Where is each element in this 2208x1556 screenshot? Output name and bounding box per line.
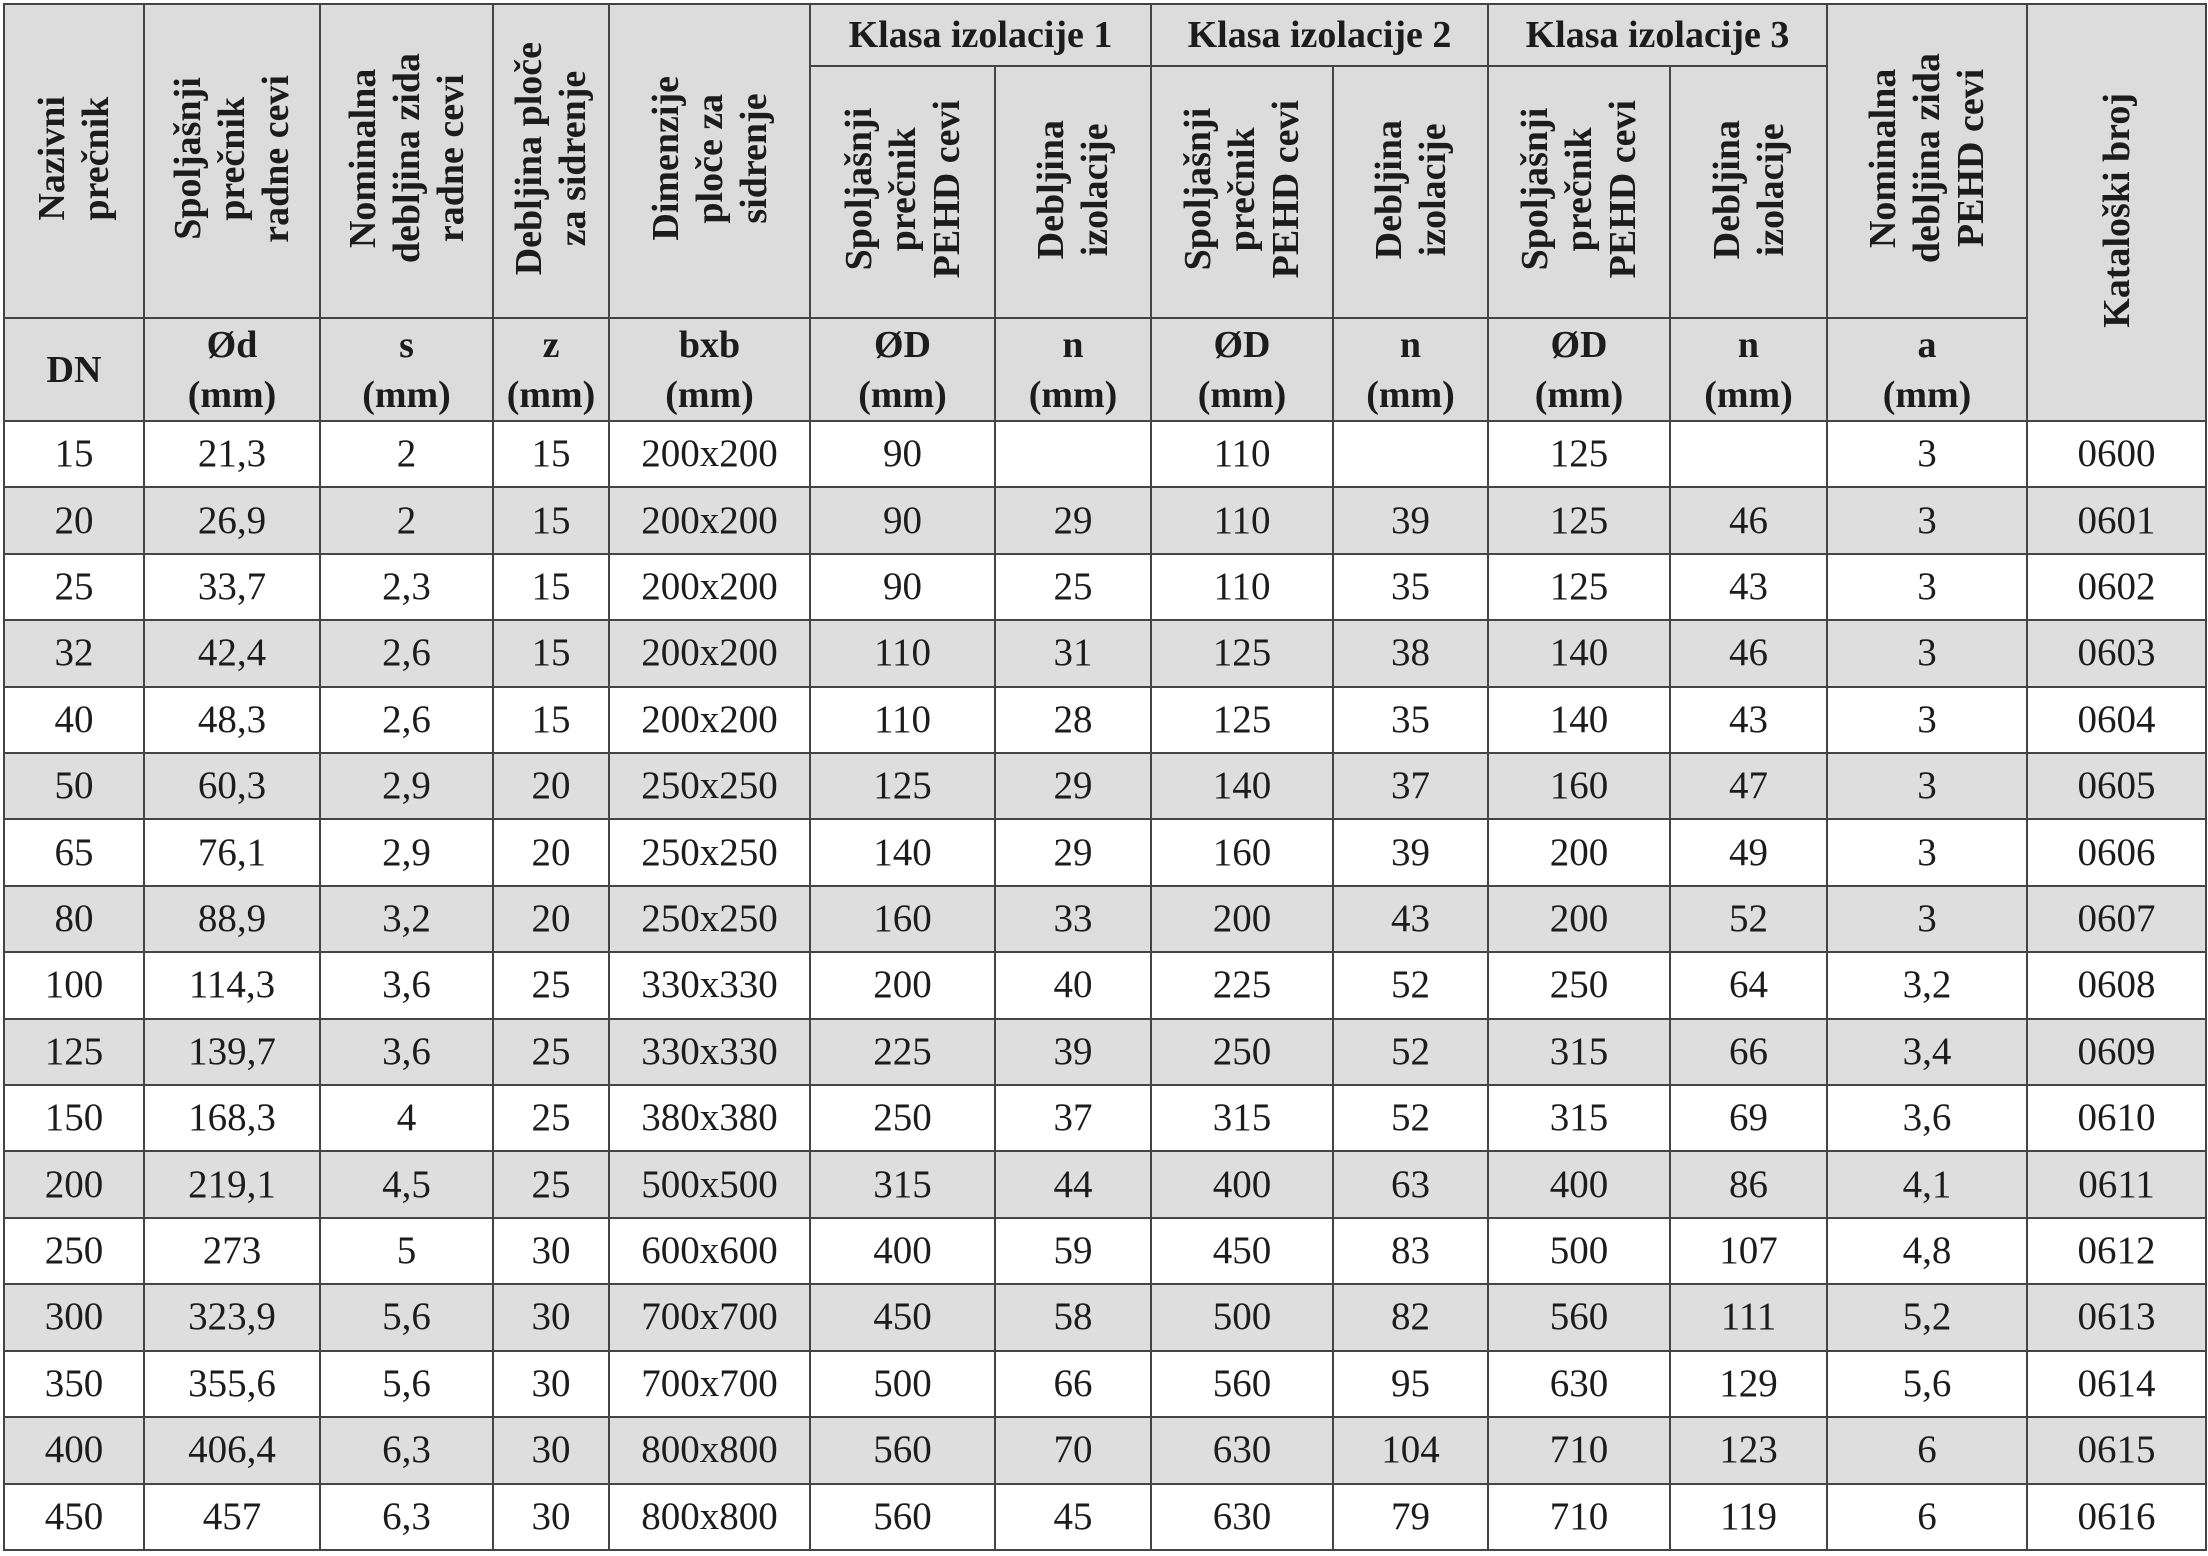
cell-class3-insulation: 66 bbox=[1670, 1019, 1827, 1085]
cell-wall-thickness: 5,6 bbox=[320, 1351, 493, 1417]
unit-s: s (mm) bbox=[320, 318, 493, 421]
cell-dn: 250 bbox=[4, 1218, 144, 1284]
cell-class2-insulation: 79 bbox=[1333, 1484, 1488, 1551]
header-nominal-diameter: Nazivni prečnik bbox=[4, 4, 144, 318]
cell-class1-pehd-diameter: 560 bbox=[810, 1417, 995, 1483]
table-header bbox=[4, 4, 2206, 421]
cell-wall-thickness: 2,6 bbox=[320, 620, 493, 686]
cell-catalog-number: 0616 bbox=[2027, 1484, 2206, 1551]
cell-class3-pehd-diameter: 250 bbox=[1488, 952, 1670, 1018]
cell-catalog-number: 0604 bbox=[2027, 687, 2206, 753]
header-class3-pehd-diameter: Spoljašnji prečnik PEHD cevi bbox=[1488, 66, 1670, 318]
cell-plate-dimensions: 200x200 bbox=[609, 687, 810, 753]
cell-plate-dimensions: 700x700 bbox=[609, 1284, 810, 1350]
cell-plate-dimensions: 700x700 bbox=[609, 1351, 810, 1417]
table-row bbox=[4, 1151, 2206, 1217]
cell-pehd-wall: 3,6 bbox=[1827, 1085, 2027, 1151]
cell-class2-insulation: 52 bbox=[1333, 1085, 1488, 1151]
cell-pehd-wall: 3 bbox=[1827, 886, 2027, 952]
unit-class3-od: ØD (mm) bbox=[1488, 318, 1670, 421]
cell-plate-thickness: 25 bbox=[493, 1085, 609, 1151]
cell-class3-insulation: 107 bbox=[1670, 1218, 1827, 1284]
table-row bbox=[4, 487, 2206, 553]
cell-dn: 32 bbox=[4, 620, 144, 686]
cell-dn: 40 bbox=[4, 687, 144, 753]
unit-a: a (mm) bbox=[1827, 318, 2027, 421]
cell-outer-diameter: 60,3 bbox=[144, 753, 320, 819]
cell-wall-thickness: 3,6 bbox=[320, 952, 493, 1018]
cell-plate-thickness: 15 bbox=[493, 421, 609, 487]
cell-class3-insulation: 123 bbox=[1670, 1417, 1827, 1483]
cell-class1-pehd-diameter: 90 bbox=[810, 554, 995, 620]
unit-class1-od: ØD (mm) bbox=[810, 318, 995, 421]
cell-plate-dimensions: 330x330 bbox=[609, 952, 810, 1018]
cell-class3-pehd-diameter: 710 bbox=[1488, 1417, 1670, 1483]
cell-class2-pehd-diameter: 110 bbox=[1151, 421, 1333, 487]
cell-plate-dimensions: 500x500 bbox=[609, 1151, 810, 1217]
cell-pehd-wall: 3 bbox=[1827, 687, 2027, 753]
cell-class1-insulation: 29 bbox=[995, 487, 1151, 553]
cell-class2-insulation: 38 bbox=[1333, 620, 1488, 686]
cell-plate-thickness: 25 bbox=[493, 1019, 609, 1085]
cell-class2-pehd-diameter: 225 bbox=[1151, 952, 1333, 1018]
cell-plate-dimensions: 250x250 bbox=[609, 753, 810, 819]
table-row bbox=[4, 1351, 2206, 1417]
cell-class1-pehd-diameter: 125 bbox=[810, 753, 995, 819]
cell-class1-insulation: 31 bbox=[995, 620, 1151, 686]
cell-dn: 350 bbox=[4, 1351, 144, 1417]
cell-pehd-wall: 3,4 bbox=[1827, 1019, 2027, 1085]
header-catalog-number: Kataloški broj bbox=[2027, 4, 2206, 421]
cell-class3-pehd-diameter: 200 bbox=[1488, 886, 1670, 952]
unit-class3-n: n (mm) bbox=[1670, 318, 1827, 421]
header-class1-pehd-diameter: Spoljašnji prečnik PEHD cevi bbox=[810, 66, 995, 318]
cell-wall-thickness: 6,3 bbox=[320, 1417, 493, 1483]
cell-wall-thickness: 5 bbox=[320, 1218, 493, 1284]
cell-class3-insulation: 47 bbox=[1670, 753, 1827, 819]
cell-plate-thickness: 30 bbox=[493, 1284, 609, 1350]
cell-wall-thickness: 2,9 bbox=[320, 753, 493, 819]
cell-class2-pehd-diameter: 125 bbox=[1151, 620, 1333, 686]
table-row bbox=[4, 687, 2206, 753]
cell-wall-thickness: 6,3 bbox=[320, 1484, 493, 1551]
cell-wall-thickness: 2,6 bbox=[320, 687, 493, 753]
cell-class2-insulation: 83 bbox=[1333, 1218, 1488, 1284]
cell-class3-insulation: 46 bbox=[1670, 620, 1827, 686]
cell-plate-thickness: 30 bbox=[493, 1351, 609, 1417]
cell-outer-diameter: 114,3 bbox=[144, 952, 320, 1018]
cell-class3-insulation: 129 bbox=[1670, 1351, 1827, 1417]
header-outer-diameter: Spoljašnji prečnik radne cevi bbox=[144, 4, 320, 318]
cell-pehd-wall: 5,6 bbox=[1827, 1351, 2027, 1417]
cell-wall-thickness: 4,5 bbox=[320, 1151, 493, 1217]
cell-class2-insulation: 63 bbox=[1333, 1151, 1488, 1217]
cell-plate-dimensions: 200x200 bbox=[609, 421, 810, 487]
unit-z: z (mm) bbox=[493, 318, 609, 421]
cell-dn: 450 bbox=[4, 1484, 144, 1551]
cell-class3-pehd-diameter: 125 bbox=[1488, 554, 1670, 620]
cell-class3-pehd-diameter: 125 bbox=[1488, 487, 1670, 553]
cell-dn: 300 bbox=[4, 1284, 144, 1350]
cell-catalog-number: 0609 bbox=[2027, 1019, 2206, 1085]
cell-class2-pehd-diameter: 125 bbox=[1151, 687, 1333, 753]
cell-class2-insulation: 39 bbox=[1333, 819, 1488, 885]
cell-plate-thickness: 30 bbox=[493, 1417, 609, 1483]
cell-class2-insulation: 37 bbox=[1333, 753, 1488, 819]
cell-pehd-wall: 3 bbox=[1827, 487, 2027, 553]
cell-class3-insulation bbox=[1670, 421, 1827, 487]
cell-class3-pehd-diameter: 125 bbox=[1488, 421, 1670, 487]
cell-class3-insulation: 69 bbox=[1670, 1085, 1827, 1151]
cell-dn: 65 bbox=[4, 819, 144, 885]
cell-class2-insulation: 52 bbox=[1333, 1019, 1488, 1085]
cell-class1-pehd-diameter: 90 bbox=[810, 421, 995, 487]
cell-class1-pehd-diameter: 140 bbox=[810, 819, 995, 885]
cell-class1-pehd-diameter: 160 bbox=[810, 886, 995, 952]
cell-wall-thickness: 2,9 bbox=[320, 819, 493, 885]
cell-class3-insulation: 111 bbox=[1670, 1284, 1827, 1350]
table-row bbox=[4, 753, 2206, 819]
cell-pehd-wall: 3 bbox=[1827, 421, 2027, 487]
cell-pehd-wall: 6 bbox=[1827, 1417, 2027, 1483]
cell-plate-thickness: 15 bbox=[493, 620, 609, 686]
table-row bbox=[4, 1019, 2206, 1085]
cell-class3-insulation: 43 bbox=[1670, 554, 1827, 620]
cell-class1-insulation: 25 bbox=[995, 554, 1151, 620]
unit-bxb: bxb (mm) bbox=[609, 318, 810, 421]
cell-plate-dimensions: 800x800 bbox=[609, 1484, 810, 1551]
cell-outer-diameter: 406,4 bbox=[144, 1417, 320, 1483]
table-row bbox=[4, 1085, 2206, 1151]
cell-dn: 200 bbox=[4, 1151, 144, 1217]
cell-catalog-number: 0603 bbox=[2027, 620, 2206, 686]
header-insulation-class-2: Klasa izolacije 2 bbox=[1151, 4, 1488, 66]
cell-class3-pehd-diameter: 630 bbox=[1488, 1351, 1670, 1417]
table-row bbox=[4, 952, 2206, 1018]
table-row bbox=[4, 819, 2206, 885]
cell-plate-thickness: 30 bbox=[493, 1484, 609, 1551]
cell-wall-thickness: 4 bbox=[320, 1085, 493, 1151]
cell-wall-thickness: 2,3 bbox=[320, 554, 493, 620]
cell-class2-pehd-diameter: 315 bbox=[1151, 1085, 1333, 1151]
cell-outer-diameter: 26,9 bbox=[144, 487, 320, 553]
cell-outer-diameter: 139,7 bbox=[144, 1019, 320, 1085]
cell-class1-pehd-diameter: 315 bbox=[810, 1151, 995, 1217]
cell-dn: 125 bbox=[4, 1019, 144, 1085]
cell-class1-pehd-diameter: 400 bbox=[810, 1218, 995, 1284]
cell-class1-insulation: 59 bbox=[995, 1218, 1151, 1284]
cell-class2-pehd-diameter: 160 bbox=[1151, 819, 1333, 885]
header-class1-insulation-thickness: Debljina izolacije bbox=[995, 66, 1151, 318]
cell-outer-diameter: 273 bbox=[144, 1218, 320, 1284]
cell-class2-pehd-diameter: 450 bbox=[1151, 1218, 1333, 1284]
cell-class2-insulation: 104 bbox=[1333, 1417, 1488, 1483]
cell-class1-pehd-diameter: 250 bbox=[810, 1085, 995, 1151]
cell-class3-pehd-diameter: 200 bbox=[1488, 819, 1670, 885]
cell-outer-diameter: 33,7 bbox=[144, 554, 320, 620]
table-body bbox=[4, 421, 2206, 1550]
table-row bbox=[4, 1284, 2206, 1350]
cell-class2-pehd-diameter: 110 bbox=[1151, 487, 1333, 553]
cell-plate-thickness: 25 bbox=[493, 952, 609, 1018]
unit-class2-od: ØD (mm) bbox=[1151, 318, 1333, 421]
cell-class2-insulation: 95 bbox=[1333, 1351, 1488, 1417]
cell-pehd-wall: 5,2 bbox=[1827, 1284, 2027, 1350]
cell-class3-pehd-diameter: 560 bbox=[1488, 1284, 1670, 1350]
cell-class3-insulation: 43 bbox=[1670, 687, 1827, 753]
cell-dn: 80 bbox=[4, 886, 144, 952]
cell-pehd-wall: 4,1 bbox=[1827, 1151, 2027, 1217]
units-row bbox=[4, 318, 2206, 421]
cell-wall-thickness: 2 bbox=[320, 487, 493, 553]
cell-class1-insulation: 58 bbox=[995, 1284, 1151, 1350]
cell-plate-thickness: 25 bbox=[493, 1151, 609, 1217]
cell-class1-insulation: 33 bbox=[995, 886, 1151, 952]
cell-outer-diameter: 323,9 bbox=[144, 1284, 320, 1350]
cell-dn: 15 bbox=[4, 421, 144, 487]
cell-class2-insulation: 82 bbox=[1333, 1284, 1488, 1350]
cell-class3-pehd-diameter: 140 bbox=[1488, 620, 1670, 686]
cell-class2-pehd-diameter: 400 bbox=[1151, 1151, 1333, 1217]
cell-dn: 50 bbox=[4, 753, 144, 819]
unit-class2-n: n (mm) bbox=[1333, 318, 1488, 421]
cell-catalog-number: 0600 bbox=[2027, 421, 2206, 487]
cell-class2-insulation: 35 bbox=[1333, 554, 1488, 620]
header-class3-insulation-thickness: Debljina izolacije bbox=[1670, 66, 1827, 318]
cell-class3-pehd-diameter: 140 bbox=[1488, 687, 1670, 753]
cell-class1-pehd-diameter: 200 bbox=[810, 952, 995, 1018]
specification-table bbox=[3, 3, 2207, 1551]
cell-plate-dimensions: 200x200 bbox=[609, 620, 810, 686]
cell-outer-diameter: 21,3 bbox=[144, 421, 320, 487]
cell-outer-diameter: 42,4 bbox=[144, 620, 320, 686]
cell-wall-thickness: 2 bbox=[320, 421, 493, 487]
cell-plate-dimensions: 200x200 bbox=[609, 487, 810, 553]
cell-class1-pehd-diameter: 110 bbox=[810, 620, 995, 686]
cell-class1-insulation bbox=[995, 421, 1151, 487]
cell-class1-insulation: 70 bbox=[995, 1417, 1151, 1483]
cell-catalog-number: 0610 bbox=[2027, 1085, 2206, 1151]
cell-dn: 400 bbox=[4, 1417, 144, 1483]
cell-plate-dimensions: 380x380 bbox=[609, 1085, 810, 1151]
cell-catalog-number: 0612 bbox=[2027, 1218, 2206, 1284]
cell-catalog-number: 0602 bbox=[2027, 554, 2206, 620]
cell-class3-insulation: 86 bbox=[1670, 1151, 1827, 1217]
cell-catalog-number: 0615 bbox=[2027, 1417, 2206, 1483]
cell-outer-diameter: 76,1 bbox=[144, 819, 320, 885]
cell-plate-thickness: 20 bbox=[493, 886, 609, 952]
cell-plate-thickness: 20 bbox=[493, 753, 609, 819]
cell-class3-pehd-diameter: 400 bbox=[1488, 1151, 1670, 1217]
cell-class1-pehd-diameter: 450 bbox=[810, 1284, 995, 1350]
cell-class2-insulation: 52 bbox=[1333, 952, 1488, 1018]
header-pehd-wall-thickness: Nominalna debljina zida PEHD cevi bbox=[1827, 4, 2027, 318]
cell-class2-pehd-diameter: 140 bbox=[1151, 753, 1333, 819]
table-row bbox=[4, 620, 2206, 686]
unit-od: Ød (mm) bbox=[144, 318, 320, 421]
header-plate-dimensions: Dimenzije ploče za sidrenje bbox=[609, 4, 810, 318]
cell-class1-insulation: 44 bbox=[995, 1151, 1151, 1217]
cell-class2-pehd-diameter: 630 bbox=[1151, 1484, 1333, 1551]
cell-dn: 20 bbox=[4, 487, 144, 553]
cell-catalog-number: 0601 bbox=[2027, 487, 2206, 553]
cell-wall-thickness: 3,6 bbox=[320, 1019, 493, 1085]
header-class2-pehd-diameter: Spoljašnji prečnik PEHD cevi bbox=[1151, 66, 1333, 318]
cell-class3-insulation: 52 bbox=[1670, 886, 1827, 952]
cell-class2-pehd-diameter: 250 bbox=[1151, 1019, 1333, 1085]
cell-class2-pehd-diameter: 630 bbox=[1151, 1417, 1333, 1483]
cell-class3-pehd-diameter: 500 bbox=[1488, 1218, 1670, 1284]
cell-class1-insulation: 66 bbox=[995, 1351, 1151, 1417]
cell-class3-insulation: 64 bbox=[1670, 952, 1827, 1018]
cell-plate-thickness: 15 bbox=[493, 487, 609, 553]
cell-class2-insulation: 35 bbox=[1333, 687, 1488, 753]
unit-dn: DN bbox=[4, 318, 144, 421]
header-insulation-class-1: Klasa izolacije 1 bbox=[810, 4, 1151, 66]
cell-class3-insulation: 49 bbox=[1670, 819, 1827, 885]
cell-class2-pehd-diameter: 500 bbox=[1151, 1284, 1333, 1350]
cell-class3-pehd-diameter: 710 bbox=[1488, 1484, 1670, 1551]
table-row bbox=[4, 1484, 2206, 1551]
cell-dn: 25 bbox=[4, 554, 144, 620]
cell-pehd-wall: 3 bbox=[1827, 753, 2027, 819]
table-row bbox=[4, 421, 2206, 487]
cell-class1-pehd-diameter: 225 bbox=[810, 1019, 995, 1085]
header-wall-thickness: Nominalna debljina zida radne cevi bbox=[320, 4, 493, 318]
cell-catalog-number: 0614 bbox=[2027, 1351, 2206, 1417]
cell-dn: 100 bbox=[4, 952, 144, 1018]
header-class2-insulation-thickness: Debljina izolacije bbox=[1333, 66, 1488, 318]
cell-class3-pehd-diameter: 160 bbox=[1488, 753, 1670, 819]
cell-plate-thickness: 15 bbox=[493, 554, 609, 620]
cell-class1-pehd-diameter: 500 bbox=[810, 1351, 995, 1417]
cell-outer-diameter: 219,1 bbox=[144, 1151, 320, 1217]
cell-outer-diameter: 355,6 bbox=[144, 1351, 320, 1417]
cell-catalog-number: 0607 bbox=[2027, 886, 2206, 952]
table-row bbox=[4, 1417, 2206, 1483]
cell-class3-pehd-diameter: 315 bbox=[1488, 1085, 1670, 1151]
cell-outer-diameter: 168,3 bbox=[144, 1085, 320, 1151]
cell-pehd-wall: 6 bbox=[1827, 1484, 2027, 1551]
cell-class1-insulation: 29 bbox=[995, 819, 1151, 885]
cell-class3-pehd-diameter: 315 bbox=[1488, 1019, 1670, 1085]
cell-class1-insulation: 28 bbox=[995, 687, 1151, 753]
cell-class1-pehd-diameter: 90 bbox=[810, 487, 995, 553]
cell-class1-pehd-diameter: 560 bbox=[810, 1484, 995, 1551]
cell-wall-thickness: 5,6 bbox=[320, 1284, 493, 1350]
cell-pehd-wall: 3 bbox=[1827, 554, 2027, 620]
cell-dn: 150 bbox=[4, 1085, 144, 1151]
cell-outer-diameter: 88,9 bbox=[144, 886, 320, 952]
header-insulation-class-3: Klasa izolacije 3 bbox=[1488, 4, 1827, 66]
cell-plate-thickness: 15 bbox=[493, 687, 609, 753]
cell-plate-dimensions: 200x200 bbox=[609, 554, 810, 620]
cell-plate-dimensions: 330x330 bbox=[609, 1019, 810, 1085]
table-row bbox=[4, 554, 2206, 620]
table-row bbox=[4, 1218, 2206, 1284]
cell-class1-insulation: 45 bbox=[995, 1484, 1151, 1551]
cell-class2-insulation: 43 bbox=[1333, 886, 1488, 952]
cell-class2-insulation: 39 bbox=[1333, 487, 1488, 553]
cell-class3-insulation: 119 bbox=[1670, 1484, 1827, 1551]
cell-plate-dimensions: 250x250 bbox=[609, 886, 810, 952]
cell-pehd-wall: 3 bbox=[1827, 620, 2027, 686]
cell-catalog-number: 0613 bbox=[2027, 1284, 2206, 1350]
cell-plate-dimensions: 600x600 bbox=[609, 1218, 810, 1284]
unit-class1-n: n (mm) bbox=[995, 318, 1151, 421]
cell-class1-insulation: 37 bbox=[995, 1085, 1151, 1151]
cell-class2-pehd-diameter: 200 bbox=[1151, 886, 1333, 952]
cell-catalog-number: 0605 bbox=[2027, 753, 2206, 819]
table-row bbox=[4, 886, 2206, 952]
cell-pehd-wall: 3,2 bbox=[1827, 952, 2027, 1018]
cell-catalog-number: 0608 bbox=[2027, 952, 2206, 1018]
cell-class1-insulation: 40 bbox=[995, 952, 1151, 1018]
cell-plate-dimensions: 800x800 bbox=[609, 1417, 810, 1483]
cell-outer-diameter: 457 bbox=[144, 1484, 320, 1551]
cell-class2-insulation bbox=[1333, 421, 1488, 487]
cell-wall-thickness: 3,2 bbox=[320, 886, 493, 952]
cell-pehd-wall: 3 bbox=[1827, 819, 2027, 885]
cell-plate-thickness: 20 bbox=[493, 819, 609, 885]
cell-class1-insulation: 29 bbox=[995, 753, 1151, 819]
cell-catalog-number: 0611 bbox=[2027, 1151, 2206, 1217]
cell-class2-pehd-diameter: 110 bbox=[1151, 554, 1333, 620]
cell-outer-diameter: 48,3 bbox=[144, 687, 320, 753]
cell-pehd-wall: 4,8 bbox=[1827, 1218, 2027, 1284]
cell-plate-thickness: 30 bbox=[493, 1218, 609, 1284]
cell-class3-insulation: 46 bbox=[1670, 487, 1827, 553]
cell-class1-insulation: 39 bbox=[995, 1019, 1151, 1085]
cell-catalog-number: 0606 bbox=[2027, 819, 2206, 885]
cell-plate-dimensions: 250x250 bbox=[609, 819, 810, 885]
header-plate-thickness: Debljina ploče za sidrenje bbox=[493, 4, 609, 318]
cell-class1-pehd-diameter: 110 bbox=[810, 687, 995, 753]
cell-class2-pehd-diameter: 560 bbox=[1151, 1351, 1333, 1417]
